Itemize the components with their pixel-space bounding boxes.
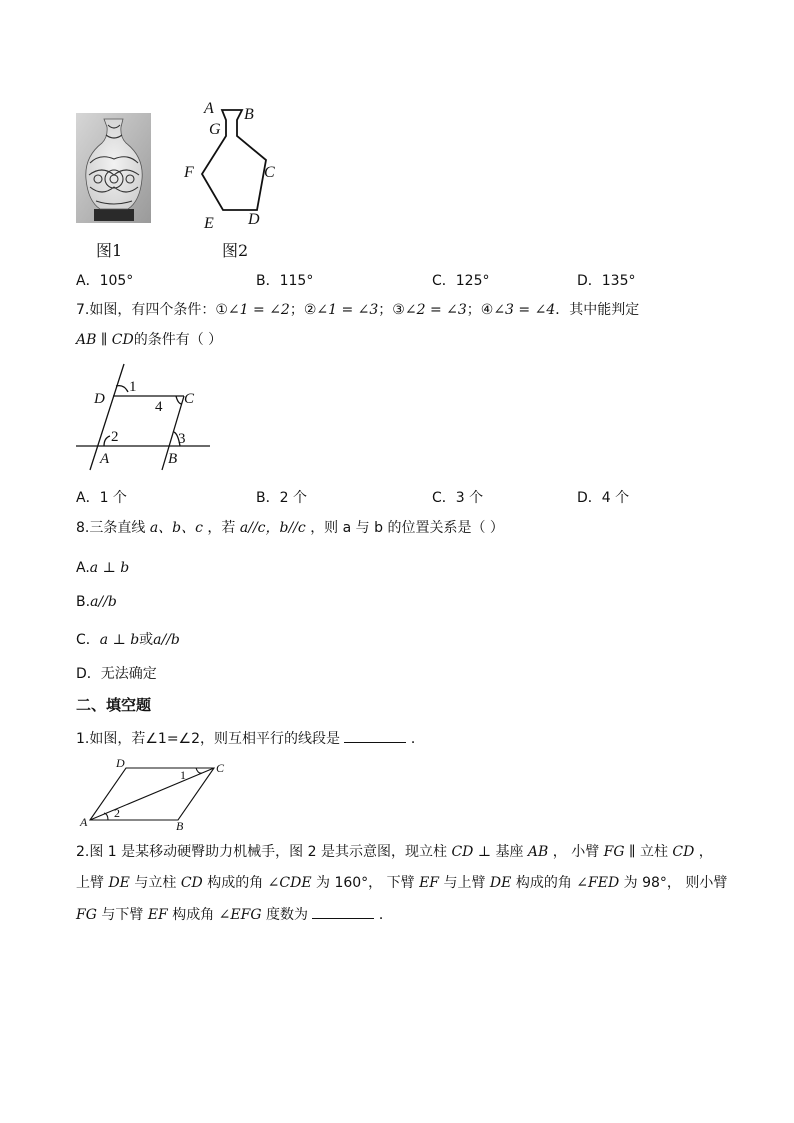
q7-condition-4: ∠3 = ∠4 bbox=[493, 302, 556, 318]
q8-text: 8.三条直线 bbox=[76, 520, 146, 536]
q8-option-c-math: a ⊥ b bbox=[99, 632, 140, 648]
fill2-math: CD bbox=[672, 844, 695, 860]
figure1-caption: 图1 bbox=[96, 241, 123, 260]
q7-label-d: D bbox=[94, 391, 105, 407]
fill2-text: 与下臂 bbox=[101, 907, 144, 923]
fill2-text: ， bbox=[698, 844, 713, 860]
q7-option-a[interactable]: A．1 个 bbox=[76, 490, 127, 506]
fill1-label-b: B bbox=[176, 819, 184, 832]
fill2-math: ∠EFG bbox=[218, 907, 262, 923]
q7-condition-3: ∠2 = ∠3 bbox=[404, 302, 467, 318]
q7-diagram bbox=[74, 362, 214, 474]
fill2-answer-blank[interactable] bbox=[312, 904, 374, 919]
fill1-label-c: C bbox=[216, 761, 225, 775]
section-title: 二、填空题 bbox=[76, 696, 152, 714]
q7-label-c: C bbox=[184, 391, 195, 407]
q8-option-b-math: a//b bbox=[90, 594, 117, 610]
q7-condition-2: ∠1 = ∠3 bbox=[316, 302, 379, 318]
q8-option-c-or: 或 bbox=[139, 632, 154, 648]
fill2-text: 构成的角 bbox=[515, 875, 572, 891]
fill2-math: FG ∥ bbox=[603, 844, 636, 860]
vase-label-b: B bbox=[244, 106, 254, 123]
q7-separator: ；④ bbox=[466, 302, 494, 318]
fill2-end: ． bbox=[378, 907, 393, 923]
fill1-label-a: A bbox=[80, 815, 88, 829]
q8-option-c-math: a//b bbox=[153, 632, 180, 648]
fill2-text: 上臂 bbox=[76, 875, 104, 891]
fill2-text: 与上臂 bbox=[443, 875, 486, 891]
q7-separator: ；② bbox=[289, 302, 317, 318]
option-letter: A. bbox=[76, 560, 90, 576]
fill2-text: 基座 bbox=[495, 844, 524, 860]
fill1-end: ． bbox=[410, 731, 425, 747]
fill1-text: 1.如图，若∠1=∠2，则互相平行的线段是 bbox=[76, 731, 341, 747]
q8-option-d[interactable]: D．无法确定 bbox=[76, 666, 157, 682]
q6-option-d[interactable]: D．135° bbox=[577, 273, 636, 289]
fill2-math: DE bbox=[108, 875, 130, 891]
fill1-stem bbox=[76, 728, 425, 749]
fill2-text: 立柱 bbox=[639, 844, 668, 860]
fill2-text: 与立柱 bbox=[134, 875, 177, 891]
fill2-math: AB bbox=[527, 844, 549, 860]
fill1-diagram bbox=[76, 756, 236, 832]
q8-option-c[interactable] bbox=[76, 630, 180, 650]
fill2-math: ∠CDE bbox=[267, 875, 312, 891]
q7-label-3: 3 bbox=[178, 431, 186, 447]
q8-option-a-math: a ⊥ b bbox=[89, 560, 130, 576]
q7-stem-line2 bbox=[76, 330, 222, 350]
fill2-text: 构成的角 bbox=[207, 875, 264, 891]
q6-option-c[interactable]: C．125° bbox=[432, 273, 490, 289]
fill1-label-1: 1 bbox=[180, 768, 186, 782]
fill2-math: EF bbox=[147, 907, 168, 923]
q7-text: 的条件有（ ） bbox=[133, 332, 223, 348]
fill2-math: FG bbox=[76, 907, 97, 923]
q7-label-4: 4 bbox=[155, 399, 163, 415]
q7-text: 7.如图，有四个条件：① bbox=[76, 302, 228, 318]
q8-option-b[interactable] bbox=[76, 592, 117, 612]
fill2-math: CD bbox=[180, 875, 203, 891]
q7-label-2: 2 bbox=[111, 429, 119, 445]
q7-condition-1: ∠1 = ∠2 bbox=[227, 302, 290, 318]
fill2-line3 bbox=[76, 904, 393, 925]
q7-stem-line1 bbox=[76, 300, 639, 320]
fill2-math: CD ⊥ bbox=[451, 844, 491, 860]
fill2-text: 构成角 bbox=[172, 907, 215, 923]
q7-ab-parallel-cd: AB ∥ CD bbox=[76, 332, 134, 348]
fill2-text: ， 小臂 bbox=[552, 844, 600, 860]
fill2-text: 为 98°， 则小臂 bbox=[623, 875, 728, 891]
q8-lines: a、b、c bbox=[149, 520, 203, 536]
q8-stem bbox=[76, 518, 504, 538]
q8-condition: a//c，b//c bbox=[239, 520, 306, 536]
vase-label-e: E bbox=[204, 215, 214, 232]
q7-text: ．其中能判定 bbox=[555, 302, 640, 318]
vase-diagram bbox=[180, 98, 290, 234]
fill2-math: ∠FED bbox=[576, 875, 620, 891]
q7-label-1: 1 bbox=[129, 379, 137, 395]
option-letter: B. bbox=[76, 594, 91, 610]
fill2-text: 2.图 1 是某移动硬臀助力机械手，图 2 是其示意图，现立柱 bbox=[76, 844, 447, 860]
fill1-label-d: D bbox=[116, 756, 125, 770]
vase-label-g: G bbox=[209, 121, 221, 138]
fill2-text: 为 160°， 下臂 bbox=[316, 875, 415, 891]
q6-option-a[interactable]: A．105° bbox=[76, 273, 134, 289]
q7-label-b: B bbox=[168, 451, 178, 467]
q7-separator: ；③ bbox=[378, 302, 405, 318]
figure2-caption: 图2 bbox=[222, 241, 249, 260]
fill2-text: 度数为 bbox=[265, 907, 308, 923]
q6-option-b[interactable]: B．115° bbox=[256, 273, 314, 289]
q7-option-c[interactable]: C．3 个 bbox=[432, 490, 484, 506]
fill2-line1 bbox=[76, 842, 713, 862]
q7-label-a: A bbox=[100, 451, 110, 467]
vase-label-a: A bbox=[204, 100, 214, 117]
q7-option-d[interactable]: D．4 个 bbox=[577, 490, 630, 506]
q8-option-a[interactable] bbox=[76, 558, 129, 578]
vase-label-c: C bbox=[264, 164, 275, 181]
q8-text: ，则 a 与 b 的位置关系是（ ） bbox=[310, 520, 504, 536]
q7-option-b[interactable]: B．2 个 bbox=[256, 490, 307, 506]
fill2-math: DE bbox=[489, 875, 512, 891]
vase-label-d: D bbox=[248, 211, 260, 228]
vase-label-f: F bbox=[184, 164, 194, 181]
fill2-math: EF bbox=[419, 875, 440, 891]
q8-text: ，若 bbox=[207, 520, 236, 536]
fill1-label-2: 2 bbox=[114, 806, 120, 820]
fill1-answer-blank[interactable] bbox=[344, 728, 406, 743]
option-letter: C． bbox=[76, 632, 100, 648]
fill2-line2 bbox=[76, 873, 727, 893]
vase-photo bbox=[76, 113, 151, 223]
